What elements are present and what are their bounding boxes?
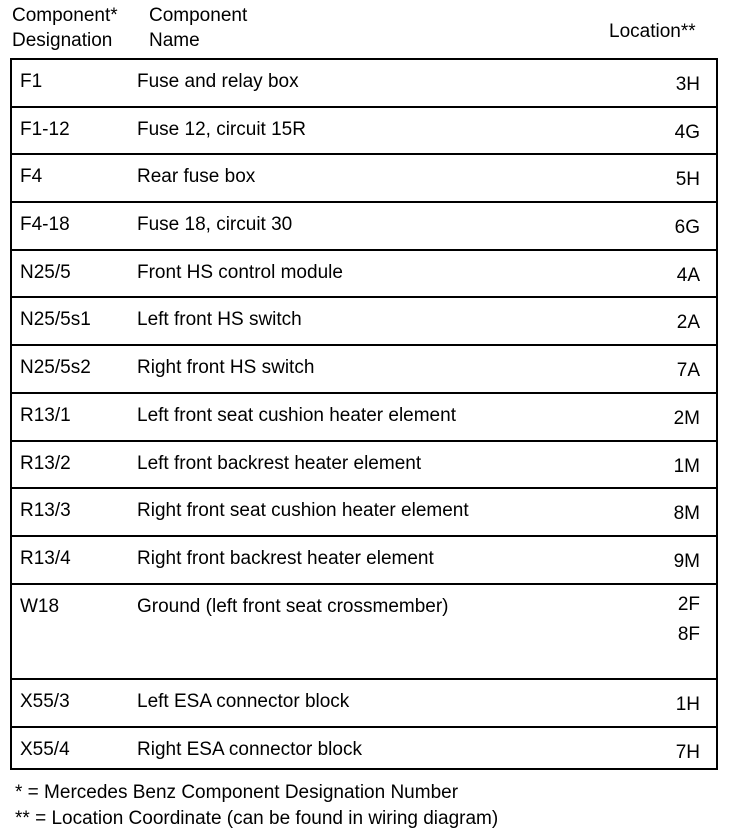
component-code: N25/5s2 [20, 357, 91, 379]
location-value: 1M [673, 455, 700, 477]
location-value: 2A [676, 312, 700, 334]
table-row [12, 442, 716, 490]
location-value: 8M [673, 503, 700, 525]
component-location [676, 165, 700, 195]
footnote-designation: * = Mercedes Benz Component Designation Number [15, 782, 459, 803]
component-name: Right ESA connector block [137, 738, 362, 760]
component-name: Front HS control module [137, 261, 343, 283]
header-designation [12, 3, 118, 53]
component-name: Fuse 12, circuit 15R [137, 118, 306, 140]
table-row [12, 585, 716, 680]
component-code: R13/4 [20, 547, 71, 569]
component-location [677, 356, 700, 386]
table-row [12, 680, 716, 728]
component-name: Ground (left front seat crossmember) [137, 595, 449, 617]
component-code: R13/2 [20, 452, 71, 474]
component-location [676, 738, 700, 768]
table-row [12, 537, 716, 585]
location-value: 3H [675, 74, 700, 95]
component-code: F1 [20, 71, 43, 92]
location-value: 7H [675, 741, 700, 763]
component-name: Right front backrest heater element [137, 547, 434, 569]
component-location [676, 70, 700, 100]
component-location [674, 547, 700, 577]
table-row [12, 728, 716, 770]
header-name [149, 3, 247, 53]
header-name-line2: Name [149, 30, 200, 51]
table-row [12, 60, 716, 108]
footnote-location: ** = Location Coordinate (can be found in wiring diagram) [15, 808, 499, 829]
table-row [12, 489, 716, 537]
location-value: 2M [673, 407, 700, 429]
header-location: Location** [609, 21, 696, 42]
location-value: 8F [677, 623, 700, 645]
component-table [10, 58, 718, 770]
location-value: 5H [675, 169, 700, 191]
table-row [12, 251, 716, 299]
component-name: Fuse and relay box [137, 71, 299, 92]
component-code: F1-12 [20, 118, 70, 140]
component-code: X55/4 [20, 738, 70, 760]
component-name: Rear fuse box [137, 166, 256, 188]
component-code: N25/5s1 [20, 309, 91, 331]
component-location [675, 118, 700, 148]
table-row [12, 346, 716, 394]
location-value: 4G [674, 121, 700, 143]
component-code: R13/3 [20, 500, 71, 522]
component-location [675, 213, 700, 243]
component-code: W18 [20, 595, 60, 617]
location-value: 2F [677, 593, 700, 615]
component-code: X55/3 [20, 690, 70, 712]
table-row [12, 203, 716, 251]
location-value: 7A [676, 360, 700, 382]
component-name: Right front seat cushion heater element [137, 500, 469, 522]
component-name: Left ESA connector block [137, 690, 350, 712]
table-row [12, 298, 716, 346]
component-name: Right front HS switch [137, 357, 315, 379]
component-name: Left front backrest heater element [137, 452, 422, 474]
component-location [674, 404, 700, 434]
table-row [12, 394, 716, 442]
location-value: 1H [675, 693, 700, 715]
header-designation-line2: Designation [12, 30, 113, 51]
location-value: 4A [676, 264, 700, 286]
component-location [678, 590, 700, 650]
table-row [12, 155, 716, 203]
header-designation-line1: Component* [12, 5, 118, 26]
component-location [677, 308, 700, 338]
component-location [676, 690, 700, 720]
location-value: 9M [673, 550, 700, 572]
table-row [12, 108, 716, 156]
component-code: F4-18 [20, 214, 70, 236]
component-location [674, 452, 700, 482]
header-name-line1: Component [149, 5, 248, 26]
component-code: R13/1 [20, 404, 71, 426]
component-name: Left front seat cushion heater element [137, 404, 456, 426]
component-code: N25/5 [20, 261, 71, 283]
location-value: 6G [674, 217, 700, 239]
component-name: Left front HS switch [137, 309, 302, 331]
component-name: Fuse 18, circuit 30 [137, 214, 293, 236]
component-location [674, 499, 700, 529]
component-code: F4 [20, 166, 43, 188]
component-location [677, 261, 700, 291]
